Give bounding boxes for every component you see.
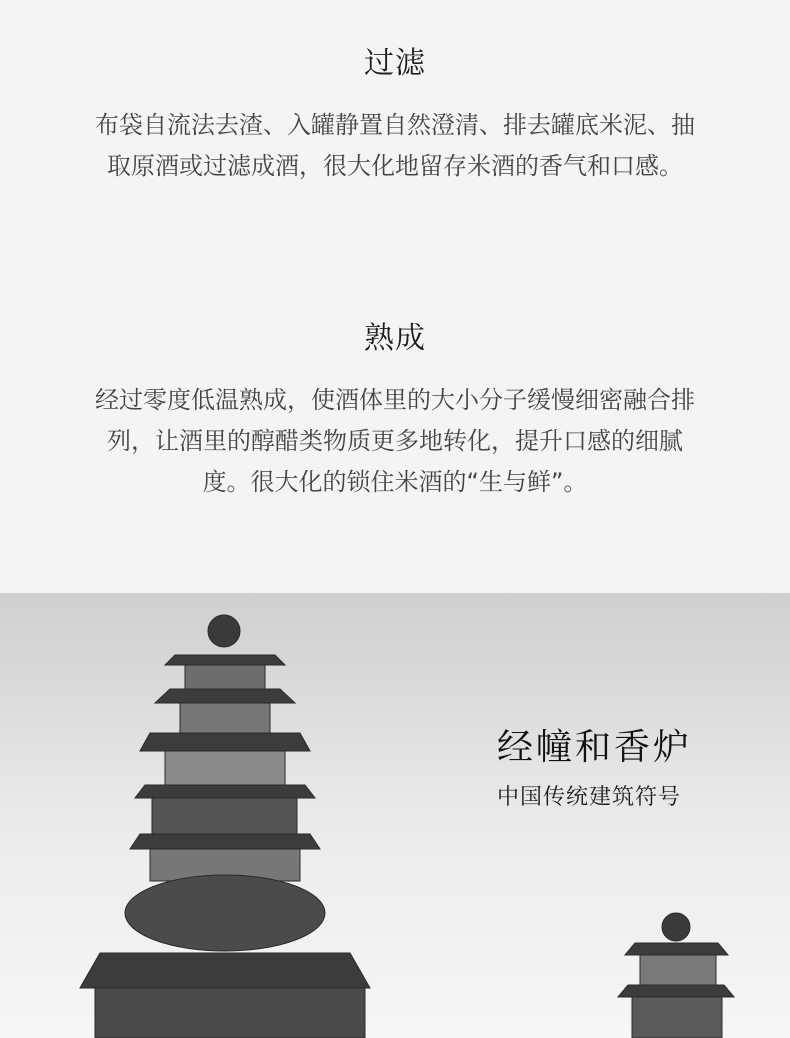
caption-subtitle: 中国传统建筑符号 bbox=[497, 785, 682, 810]
caption-title: 经幢和香炉 bbox=[497, 727, 693, 768]
section-title: 过滤 bbox=[364, 46, 426, 81]
photo-caption bbox=[497, 719, 692, 811]
section-aging bbox=[0, 313, 790, 503]
section-body: 经过零度低温熟成，使酒体里的大小分子缓慢细密融合排列，让酒里的醇醋类物质更多地转化，提升口感的细腻度。很大化的锁住米酒的“生与鲜”。 bbox=[95, 386, 695, 496]
section-body: 布袋自流法去渣、入罐静置自然澄清、排去罐底米泥、抽取原酒或过滤成酒，很大化地留存米酒的香气和口感。 bbox=[95, 111, 695, 180]
section-filtering bbox=[0, 38, 790, 187]
pagoda-photo bbox=[0, 593, 790, 1038]
section-title: 熟成 bbox=[364, 321, 426, 356]
